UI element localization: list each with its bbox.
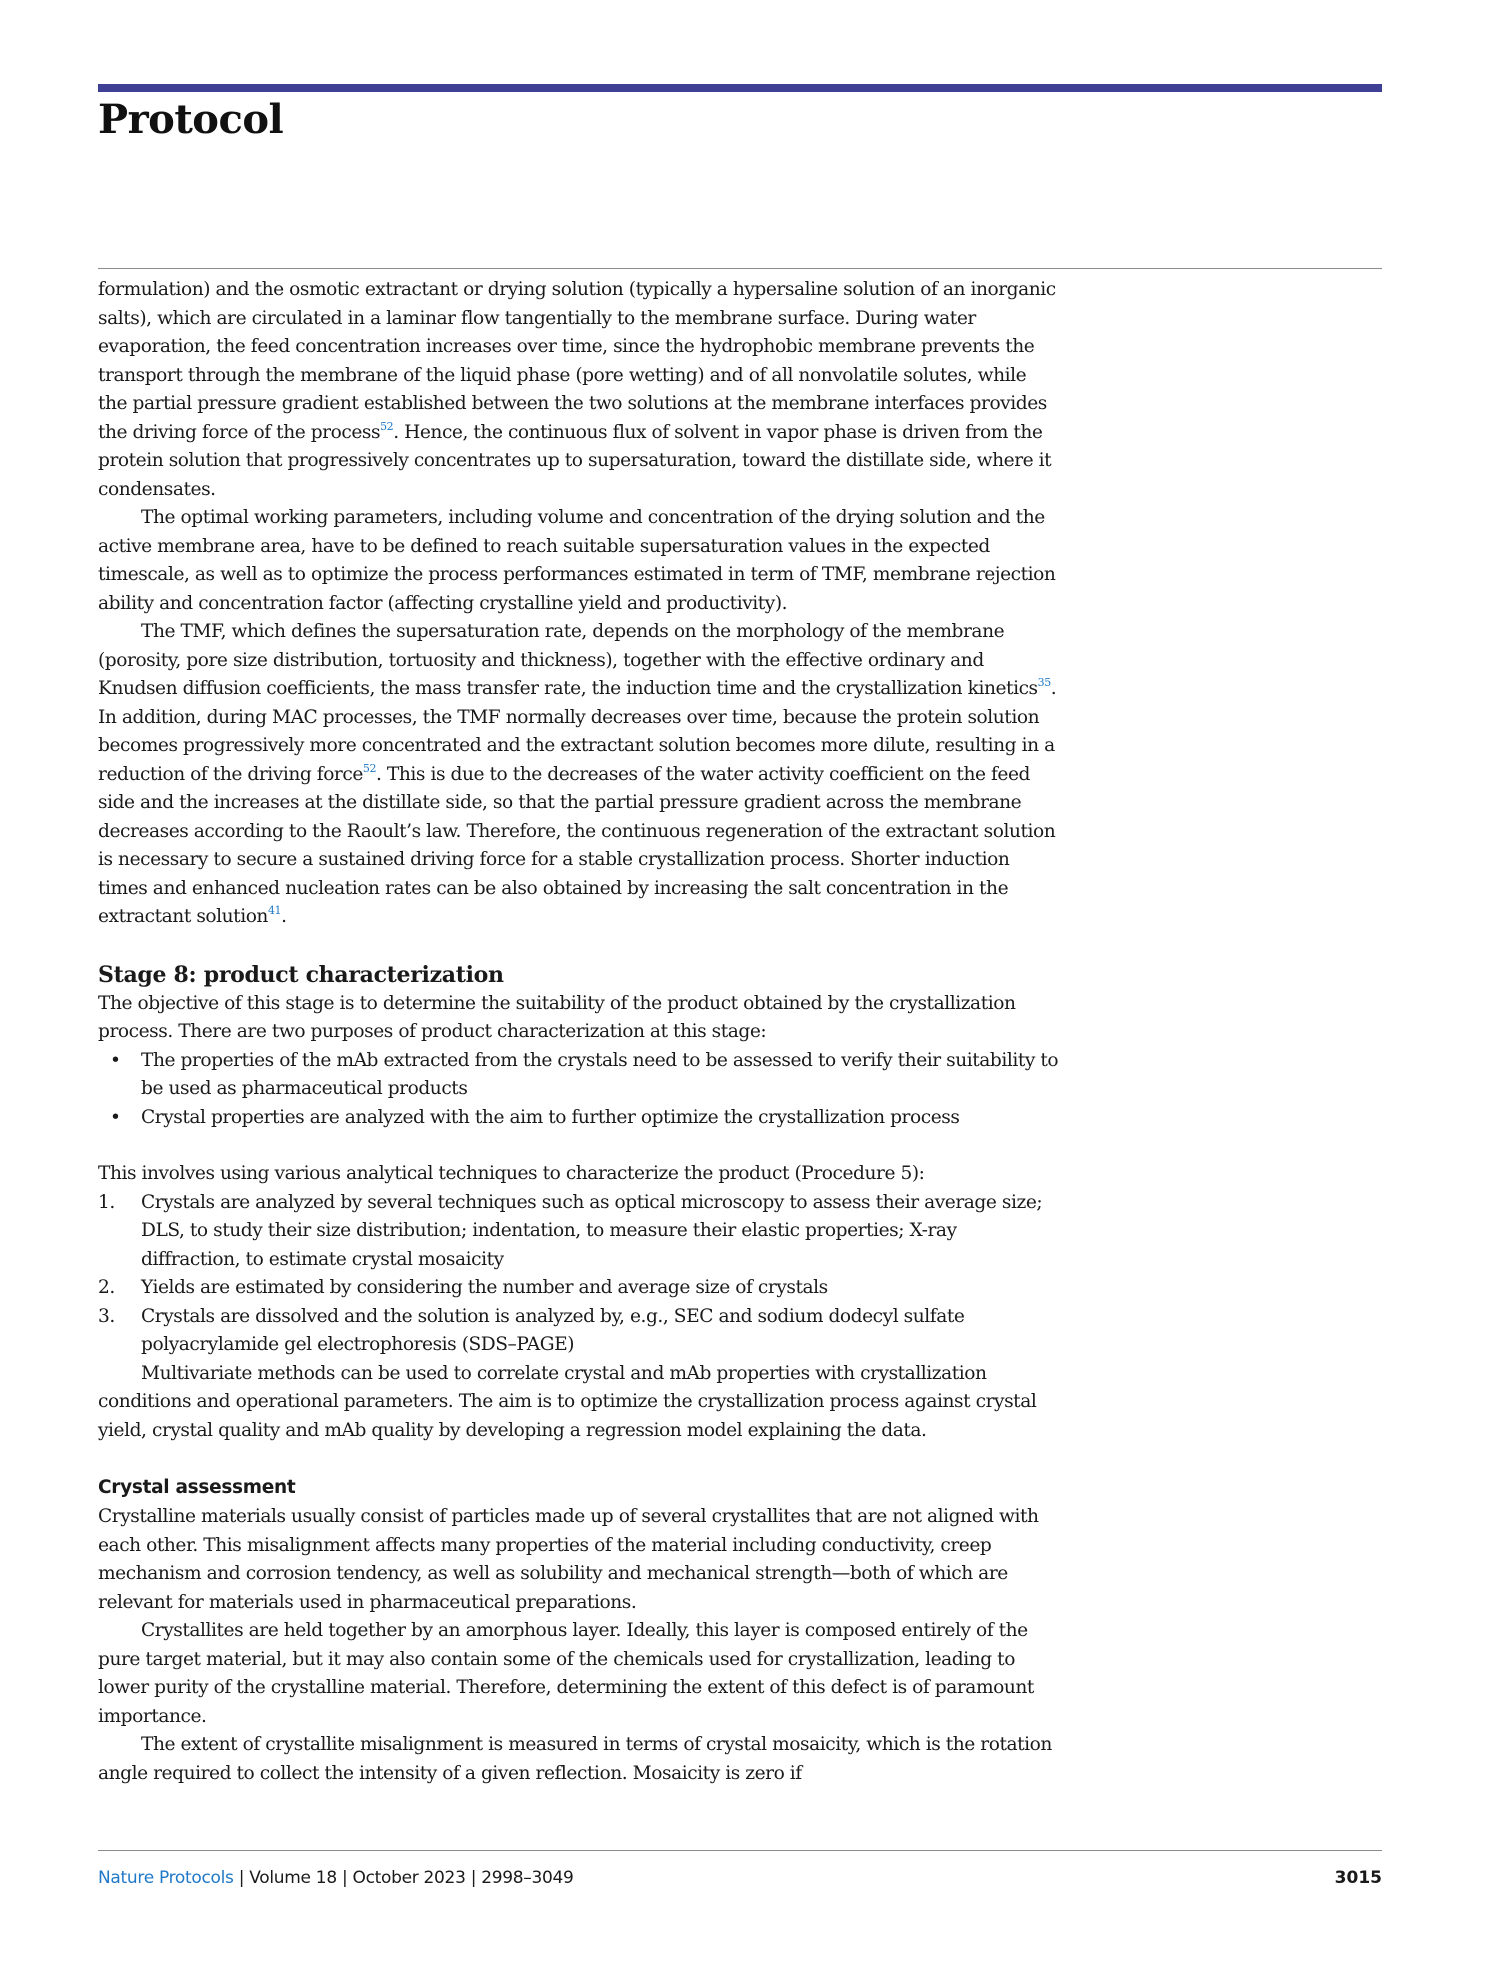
list-item: 1. Crystals are analyzed by several techniques such as optical microscopy to assess their average size; DLS, to study their size distribution; indentation, to measure their elastic properties; X-ray diffraction, to estimate crystal mosaicity xyxy=(98,1191,1043,1270)
citation-link[interactable]: 52 xyxy=(380,419,394,433)
bullet-marker: • xyxy=(110,1106,121,1128)
paragraph-tmf: The TMF, which defines the supersaturation rate, depends on the morphology of the membrane (porosity, pore size distribution, tortuosity and thickness), together with the effective ordinary and Knudsen diffusion coefficients, the mass transfer rate, the induction time and the crystallization kinetics$^{35}$. In addition, during MAC processes, the TMF normally decreases over time, because the protein solution becomes progressively more concentrated and the extractant solution becomes more dilute, resulting in a reduction of the driving force$^{52}$. This is due to the decreases of the water activity coefficient on the feed side and the increases at the distillate side, so that the partial pressure gradient across the membrane decreases according to the Raoult’s law. Therefore, the continuous regeneration of the extractant solution is necessary to secure a sustained driving force for a stable crystallization process. Shorter induction times and enhanced nucleation rates can be also obtained by increasing the salt concentration in the extractant solution$^{41}$. xyxy=(98,621,1057,927)
paragraph-working-parameters: The optimal working parameters, including volume and concentration of the drying solution and the active membrane area, have to be defined to reach suitable supersaturation values in the expected timescale, as well as to optimize the process performances estimated in term of TMF, membrane rejection ability and concentration factor (affecting crystalline yield and productivity). xyxy=(98,507,1056,614)
techniques-intro: This involves using various analytical techniques to characterize the product (Procedure 5): xyxy=(98,1163,925,1184)
section-heading-stage8: Stage 8: product characterization xyxy=(98,961,504,988)
paragraph-membrane-process: formulation) and the osmotic extractant or drying solution (typically a hypersaline solution of an inorganic salts), which are circulated in a laminar flow tangentially to the membrane surface. During water evaporation, the feed concentration increases over time, since the hydrophobic membrane prevents the transport through the membrane of the liquid phase (pore wetting) and of all nonvolatile solutes, while the partial pressure gradient established between the two solutions at the membrane interfaces provides the driving force of the process$^{52}$. Hence, the continuous flux of solvent in vapor phase is driven from the protein solution that progressively concentrates up to supersaturation, toward the distillate side, where it condensates. xyxy=(98,279,1056,500)
paragraph-crystallites: Crystalline materials usually consist of particles made up of several crystallites that are not aligned with each other. This misalignment affects many properties of the material including conductivity, creep mechanism and corrosion tendency, as well as solubility and mechanical strength—both of which are relevant for materials used in pharmaceutical preparations. xyxy=(98,1506,1039,1613)
page-number: 3015 xyxy=(1334,1868,1382,1888)
paragraph-multivariate: Multivariate methods can be used to correlate crystal and mAb properties with crystallization conditions and operational parameters. The aim is to optimize the crystallization process against crystal yield, crystal quality and mAb quality by developing a regression model explaining the data. xyxy=(98,1362,1037,1441)
citation-link[interactable]: 52 xyxy=(362,761,376,775)
footer-date: October 2023 xyxy=(352,1868,466,1888)
header-divider xyxy=(98,268,1382,269)
footer-volume: Volume 18 xyxy=(249,1868,337,1888)
list-item: • The properties of the mAb extracted from the crystals need to be assessed to verify their suitability to be used as pharmaceutical products xyxy=(98,1047,1060,1104)
list-item: • Crystal properties are analyzed with the aim to further optimize the crystallization process xyxy=(98,1104,1060,1133)
subsection-heading-crystal-assessment: Crystal assessment xyxy=(98,1477,296,1498)
page-title: Protocol xyxy=(98,96,284,143)
article-body xyxy=(98,276,1060,1788)
stage8-intro: The objective of this stage is to determine the suitability of the product obtained by the crystallization process. There are two purposes of product characterization at this stage: xyxy=(98,992,1016,1042)
list-item: 3. Crystals are dissolved and the solution is analyzed by, e.g., SEC and sodium dodecyl sulfate polyacrylamide gel electrophoresis (SDS–PAGE) xyxy=(98,1305,965,1355)
citation-link[interactable]: 41 xyxy=(267,904,282,917)
footer-pages: 2998–3049 xyxy=(481,1868,574,1888)
techniques-list xyxy=(98,1189,1060,1360)
citation-link[interactable]: 35 xyxy=(1037,676,1051,689)
paragraph-amorphous-layer: Crystallites are held together by an amorphous layer. Ideally, this layer is composed entirely of the pure target material, but it may also contain some of the chemicals used for crystallization, leading to lower purity of the crystalline material. Therefore, determining the extent of this defect is of paramount importance. xyxy=(98,1620,1034,1727)
paragraph-mosaicity: The extent of crystallite misalignment is measured in terms of crystal mosaicity, which is the rotation angle required to collect the intensity of a given reflection. Mosaicity is zero if xyxy=(98,1734,1052,1784)
spacer xyxy=(98,1132,1060,1160)
header-accent-bar xyxy=(98,84,1382,92)
journal-link[interactable]: Nature Protocols xyxy=(98,1868,234,1888)
bullet-marker: • xyxy=(110,1049,121,1071)
footer-divider xyxy=(98,1850,1382,1851)
purpose-list xyxy=(98,1047,1060,1133)
footer-citation: Nature Protocols | Volume 18 | October 2023 | 2998–3049 xyxy=(98,1868,574,1888)
list-item: 2. Yields are estimated by considering the number and average size of crystals xyxy=(98,1277,828,1298)
